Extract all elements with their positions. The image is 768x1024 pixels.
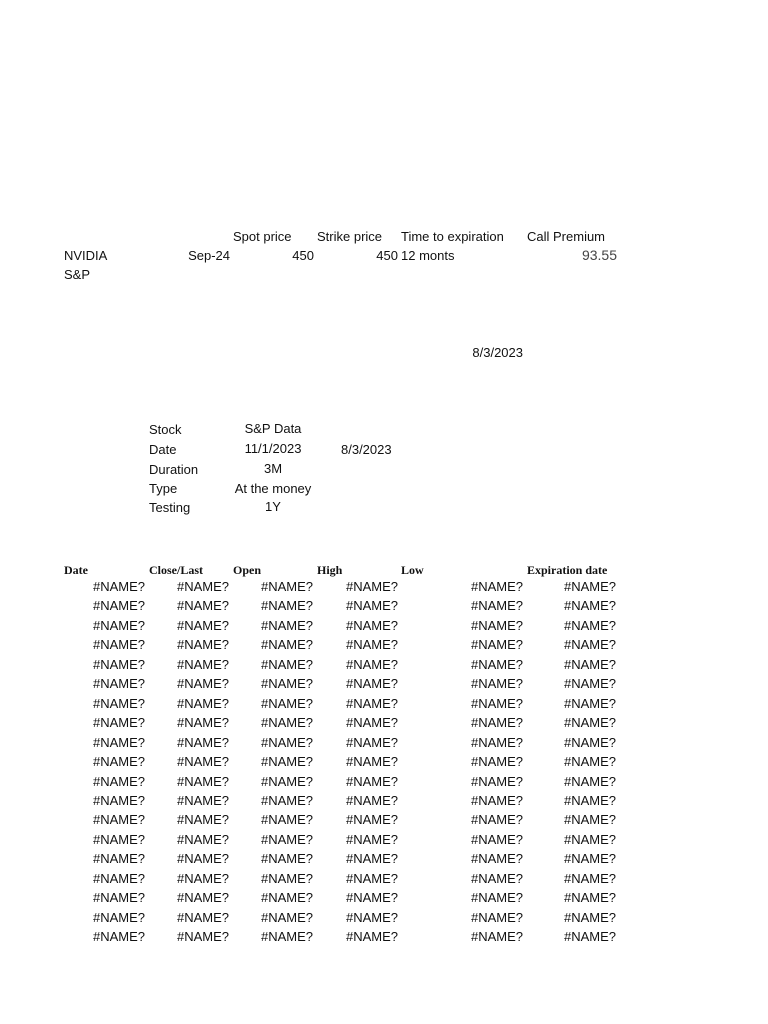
cell-expiration-date: #NAME? [563,617,616,633]
cell-low: #NAME? [470,656,523,672]
cell-high: #NAME? [345,695,398,711]
cell-low: #NAME? [470,676,523,692]
param-date-value: 11/1/2023 [244,441,302,456]
cell-high: #NAME? [345,617,398,633]
cell-open: #NAME? [260,715,313,731]
col-header-high: High [317,563,343,577]
cell-low: #NAME? [470,812,523,828]
table-row [0,772,768,791]
cell-close-last: #NAME? [176,734,229,750]
cell-open: #NAME? [260,734,313,750]
cell-high: #NAME? [345,773,398,789]
param-testing-label: Testing [149,500,191,515]
col-header-open: Open [233,563,262,577]
header-strike-price: Strike price [317,229,383,244]
cell-low: #NAME? [470,831,523,847]
table-row [0,674,768,693]
cell-date: #NAME? [92,617,145,633]
param-testing-value: 1Y [265,499,281,514]
cell-expiration-date: #NAME? [563,812,616,828]
cell-high: #NAME? [345,598,398,614]
cell-low: #NAME? [470,929,523,945]
header-spot-price: Spot price [233,229,292,244]
cell-high: #NAME? [345,929,398,945]
cell-high: #NAME? [345,812,398,828]
cell-expiration-date: #NAME? [563,831,616,847]
cell-close-last: #NAME? [176,656,229,672]
cell-low: #NAME? [470,637,523,653]
cell-date: #NAME? [92,890,145,906]
cell-expiration-date: #NAME? [563,890,616,906]
cell-open: #NAME? [260,812,313,828]
cell-open: #NAME? [260,870,313,886]
col-header-low: Low [401,563,424,577]
cell-date: #NAME? [92,715,145,731]
col-header-close-last: Close/Last [149,563,203,577]
table-row [0,596,768,615]
param-stock-label: Stock [149,422,182,437]
cell-close-last: #NAME? [176,831,229,847]
cell-expiration-date: #NAME? [563,909,616,925]
cell-open: #NAME? [260,695,313,711]
cell-date: #NAME? [92,831,145,847]
row-nvidia-date: Sep-24 [188,248,230,263]
cell-date: #NAME? [92,579,145,594]
cell-high: #NAME? [345,870,398,886]
cell-date: #NAME? [92,792,145,808]
cell-close-last: #NAME? [176,617,229,633]
row-sp-name: S&P [64,267,91,282]
cell-expiration-date: #NAME? [563,715,616,731]
cell-expiration-date: #NAME? [563,773,616,789]
param-duration-value: 3M [263,461,283,476]
cell-expiration-date: #NAME? [563,637,616,653]
table-row [0,830,768,849]
cell-close-last: #NAME? [176,637,229,653]
table-row [0,791,768,810]
table-row [0,694,768,713]
cell-low: #NAME? [470,598,523,614]
cell-expiration-date: #NAME? [563,676,616,692]
cell-open: #NAME? [260,773,313,789]
cell-close-last: #NAME? [176,851,229,867]
param-type-label: Type [149,481,178,496]
cell-close-last: #NAME? [176,579,229,594]
cell-close-last: #NAME? [176,676,229,692]
row-nvidia-name: NVIDIA [64,248,108,263]
cell-close-last: #NAME? [176,715,229,731]
cell-date: #NAME? [92,695,145,711]
cell-close-last: #NAME? [176,695,229,711]
cell-close-last: #NAME? [176,870,229,886]
cell-high: #NAME? [345,909,398,925]
cell-low: #NAME? [470,734,523,750]
cell-date: #NAME? [92,656,145,672]
param-duration-label: Duration [149,462,199,477]
cell-date: #NAME? [92,676,145,692]
cell-high: #NAME? [345,715,398,731]
cell-expiration-date: #NAME? [563,695,616,711]
cell-open: #NAME? [260,676,313,692]
table-row [0,810,768,829]
cell-close-last: #NAME? [176,773,229,789]
cell-close-last: #NAME? [176,754,229,770]
cell-date: #NAME? [92,909,145,925]
cell-open: #NAME? [260,656,313,672]
param-date-label: Date [149,442,177,457]
cell-open: #NAME? [260,617,313,633]
cell-open: #NAME? [260,929,313,945]
cell-high: #NAME? [345,579,398,594]
cell-date: #NAME? [92,851,145,867]
cell-date: #NAME? [92,929,145,945]
cell-expiration-date: #NAME? [563,851,616,867]
cell-close-last: #NAME? [176,890,229,906]
cell-low: #NAME? [470,617,523,633]
cell-open: #NAME? [260,598,313,614]
cell-high: #NAME? [345,851,398,867]
cell-low: #NAME? [470,695,523,711]
cell-low: #NAME? [470,870,523,886]
cell-high: #NAME? [345,656,398,672]
table-row [0,635,768,654]
cell-close-last: #NAME? [176,909,229,925]
table-row [0,577,768,596]
cell-high: #NAME? [345,792,398,808]
table-row [0,849,768,868]
cell-low: #NAME? [470,754,523,770]
cell-date: #NAME? [92,734,145,750]
cell-date: #NAME? [92,754,145,770]
table-row [0,733,768,752]
table-row [0,927,768,946]
cell-close-last: #NAME? [176,929,229,945]
cell-high: #NAME? [345,890,398,906]
standalone-date: 8/3/2023 [472,345,523,360]
cell-open: #NAME? [260,792,313,808]
cell-open: #NAME? [260,831,313,847]
cell-high: #NAME? [345,831,398,847]
cell-date: #NAME? [92,812,145,828]
row-nvidia-spot-price: 450 [292,248,314,263]
header-call-premium: Call Premium [527,229,606,244]
cell-close-last: #NAME? [176,812,229,828]
cell-close-last: #NAME? [176,598,229,614]
cell-high: #NAME? [345,676,398,692]
cell-expiration-date: #NAME? [563,870,616,886]
cell-expiration-date: #NAME? [563,929,616,945]
row-nvidia-call-premium: 93.55 [581,247,617,263]
cell-open: #NAME? [260,754,313,770]
param-date-value-2: 8/3/2023 [341,442,392,457]
cell-expiration-date: #NAME? [563,598,616,614]
header-time-to-expiration: Time to expiration [401,229,504,244]
cell-open: #NAME? [260,637,313,653]
table-row [0,869,768,888]
cell-expiration-date: #NAME? [563,579,616,594]
cell-expiration-date: #NAME? [563,656,616,672]
cell-low: #NAME? [470,579,523,594]
cell-low: #NAME? [470,909,523,925]
table-row [0,908,768,927]
table-row [0,752,768,771]
cell-close-last: #NAME? [176,792,229,808]
cell-open: #NAME? [260,890,313,906]
cell-open: #NAME? [260,851,313,867]
cell-low: #NAME? [470,715,523,731]
cell-date: #NAME? [92,773,145,789]
cell-date: #NAME? [92,598,145,614]
cell-expiration-date: #NAME? [563,734,616,750]
cell-high: #NAME? [345,637,398,653]
cell-expiration-date: #NAME? [563,792,616,808]
col-header-expiration-date: Expiration date [527,563,608,577]
cell-open: #NAME? [260,909,313,925]
param-stock-value: S&P Data [244,421,302,436]
cell-date: #NAME? [92,870,145,886]
cell-low: #NAME? [470,773,523,789]
cell-low: #NAME? [470,792,523,808]
cell-high: #NAME? [345,734,398,750]
cell-high: #NAME? [345,754,398,770]
table-row [0,616,768,635]
cell-open: #NAME? [260,579,313,594]
cell-date: #NAME? [92,637,145,653]
cell-expiration-date: #NAME? [563,754,616,770]
cell-low: #NAME? [470,851,523,867]
row-nvidia-strike-price: 450 [376,248,398,263]
param-type-value: At the money [234,481,312,496]
col-header-date: Date [64,563,88,577]
cell-low: #NAME? [470,890,523,906]
table-row [0,713,768,732]
row-nvidia-time-to-expiration: 12 monts [401,248,455,263]
table-row [0,655,768,674]
table-row [0,888,768,907]
